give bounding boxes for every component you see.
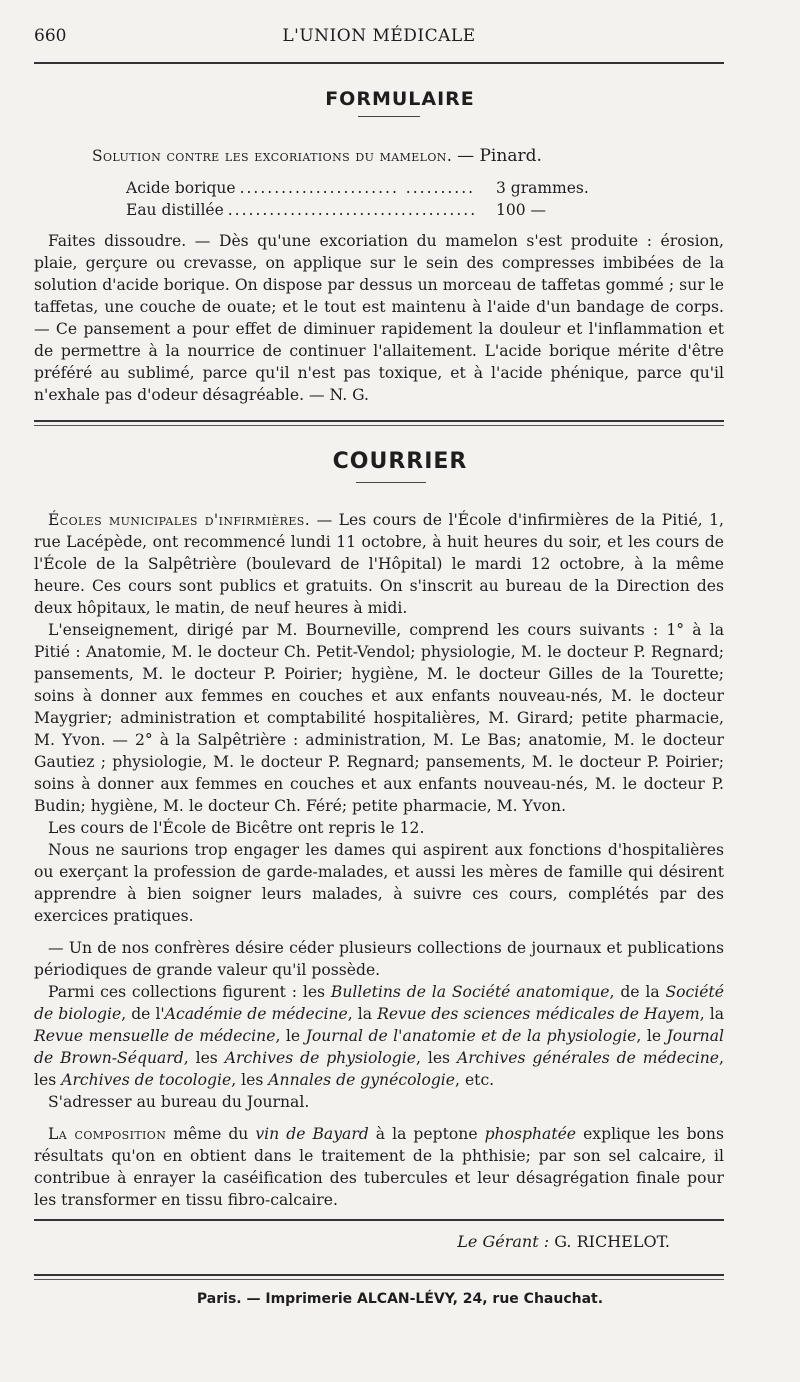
paragraph-text: , la [699, 1005, 724, 1023]
header-rule [34, 62, 724, 64]
recipe-heading [92, 146, 542, 166]
courrier-paragraph [34, 981, 724, 1091]
ingredient-quantity: 100 — [496, 201, 547, 219]
footer-rule [34, 1219, 724, 1221]
ingredient-row [126, 177, 596, 199]
formulaire-title: FORMULAIRE [325, 88, 475, 110]
section-rule [34, 420, 724, 422]
publication-title: Journal de Brown-Séquard [34, 1027, 725, 1067]
ingredient-name: Acide borique [126, 179, 236, 197]
ingredient-list [126, 177, 596, 221]
courrier-paragraph: S'adresser au bureau du Journal. [48, 1093, 310, 1111]
imprint-rule-thin [34, 1279, 724, 1280]
signature [457, 1232, 670, 1251]
recipe-heading-text: Solution contre les excoriations du mamelon. [92, 147, 453, 165]
paragraph-lead: La composition [48, 1125, 167, 1143]
courrier-title-underline [356, 482, 426, 483]
ingredient-name: Eau distillée [126, 201, 224, 219]
publication-title: Académie de médecine [164, 1005, 348, 1023]
publication-title: Journal de l'anatomie et de la physiologie [305, 1027, 637, 1045]
ingredient-leader-dots: ....................... .......... [239, 179, 476, 197]
paragraph-text: Parmi ces collections figurent : les [48, 983, 331, 1001]
section-rule-thin [34, 425, 724, 426]
recipe-author: — Pinard. [457, 146, 542, 166]
paragraph-lead: Écoles municipales d'infirmières. [48, 511, 311, 529]
paragraph-text: , de la [609, 983, 666, 1001]
running-title: L'UNION MÉDICALE [282, 26, 476, 46]
paragraph-text: , les [231, 1071, 269, 1089]
paragraph-text: , etc. [455, 1071, 495, 1089]
courrier-paragraph: — Un de nos confrères désire céder plusieurs collections de journaux et publications périodiques de grande valeur qu'il possède. [34, 939, 724, 979]
formulaire-title-underline [358, 116, 420, 117]
ingredient-quantity: 3 grammes. [496, 179, 589, 197]
page-number: 660 [34, 26, 67, 46]
publication-title: Bulletins de la Société anatomique [330, 983, 610, 1001]
printer-imprint: Paris. — Imprimerie ALCAN-LÉVY, 24, rue Chauchat. [196, 1291, 604, 1307]
paragraph-text: , le [636, 1027, 667, 1045]
publication-title: Société de biologie [34, 983, 724, 1023]
signature-name: G. RICHELOT. [554, 1232, 670, 1251]
courrier-paragraph [34, 1123, 724, 1211]
publication-title: Archives de physiologie [224, 1049, 416, 1067]
paragraph-text: , les [183, 1049, 225, 1067]
courrier-paragraph: L'enseignement, dirigé par M. Bourneville, comprend les cours suivants : 1° à la Pitié : Anatomie, M. le docteur Ch. Petit-Vendol; physiologie, M. le docteur P. Regnard; pansements, M. le docteur P. Poirier; hygiène, M. le docteur Gilles de la Tourette; soins à donner aux femmes en couches et aux enfants nouveau-nés, M. le docteur Maygrier; administration et comptabilité hospitalières, M. Girard; petite pharmacie, M. Yvon. — 2° à la Salpêtrière : administration, M. Le Bas; anatomie, M. le docteur Gautiez ; physiologie, M. le docteur P. Regnard; pansements, M. le docteur P. Poirier; soins à donner aux femmes en couches et aux enfants nouveau-nés, M. le docteur P. Budin; hygiène, M. le docteur Ch. Féré; petite pharmacie, M. Yvon. [34, 621, 724, 815]
paragraph-text: même du [166, 1125, 256, 1143]
paragraph-text: , la [347, 1005, 378, 1023]
paragraph-text: , les [415, 1049, 457, 1067]
formulaire-body [34, 230, 724, 406]
courrier-title: COURRIER [332, 449, 468, 474]
paragraph-text: , le [275, 1027, 306, 1045]
paragraph-text: à la peptone [368, 1125, 485, 1143]
imprint-rule [34, 1274, 724, 1276]
product-name: vin de Bayard [255, 1125, 369, 1143]
publication-title: Revue mensuelle de médecine [34, 1027, 276, 1045]
ingredient-row [126, 199, 596, 221]
publication-title: Archives générales de médecine [456, 1049, 720, 1067]
product-name: phosphatée [484, 1125, 577, 1143]
formulaire-paragraph: Faites dissoudre. — Dès qu'une excoriation du mamelon s'est produite : érosion, plaie, gerçure ou crevasse, on applique sur le sein des compresses imbibées de la solution d'acide borique. On dispose par dessus un morceau de taffetas gommé ; sur le taffetas, une couche de ouate; et le tout est maintenu à l'aide d'un bandage de corps. — Ce pansement a pour effet de diminuer rapidement la douleur et l'inflammation et de permettre à la nourrice de continuer l'allaitement. L'acide borique mérite d'être préféré au sublimé, parce qu'il n'est pas toxique, et à l'acide phénique, parce qu'il n'exhale pas d'odeur désagréable. — N. G. [34, 232, 724, 404]
publication-title: Archives de tocologie [61, 1071, 232, 1089]
paragraph-text: — Les cours de l'École d'infirmières de la Pitié, 1, rue Lacépède, ont recommencé lundi 11 octobre, à huit heures du soir, et les cours de l'École de la Salpêtrière (boulevard de l'Hôpital) le mardi 12 octobre, à la même heure. Ces cours sont publics et gratuits. On s'inscrit au bureau de la Direction des deux hôpitaux, le matin, de neuf heures à midi. [34, 511, 724, 617]
publication-title: Annales de gynécologie [268, 1071, 456, 1089]
paragraph-text: , de l' [121, 1005, 165, 1023]
courrier-paragraph: Les cours de l'École de Bicêtre ont repris le 12. [48, 819, 425, 837]
signature-label: Le Gérant : [457, 1232, 550, 1251]
paragraph-text: explique les bons résultats qu'on en obtient dans le traitement de la phthisie; par son sel calcaire, il contribue à enrayer la caséification des tubercules et leur désagrégation finale pour les transformer en tissu fibro-calcaire. [34, 1125, 724, 1209]
page-header [34, 26, 724, 52]
courrier-body [34, 509, 724, 1211]
courrier-paragraph: Nous ne saurions trop engager les dames qui aspirent aux fonctions d'hospitalières ou exerçant la profession de garde-malades, et aussi les mères de famille qui désirent apprendre à bien soigner leurs malades, à suivre ces cours, complétés par des exercices pratiques. [34, 841, 724, 925]
paragraph-text: , les [34, 1049, 724, 1089]
publication-title: Revue des sciences médicales de Hayem [377, 1005, 700, 1023]
ingredient-leader-dots: .................................... [227, 201, 478, 219]
courrier-paragraph [34, 509, 724, 619]
